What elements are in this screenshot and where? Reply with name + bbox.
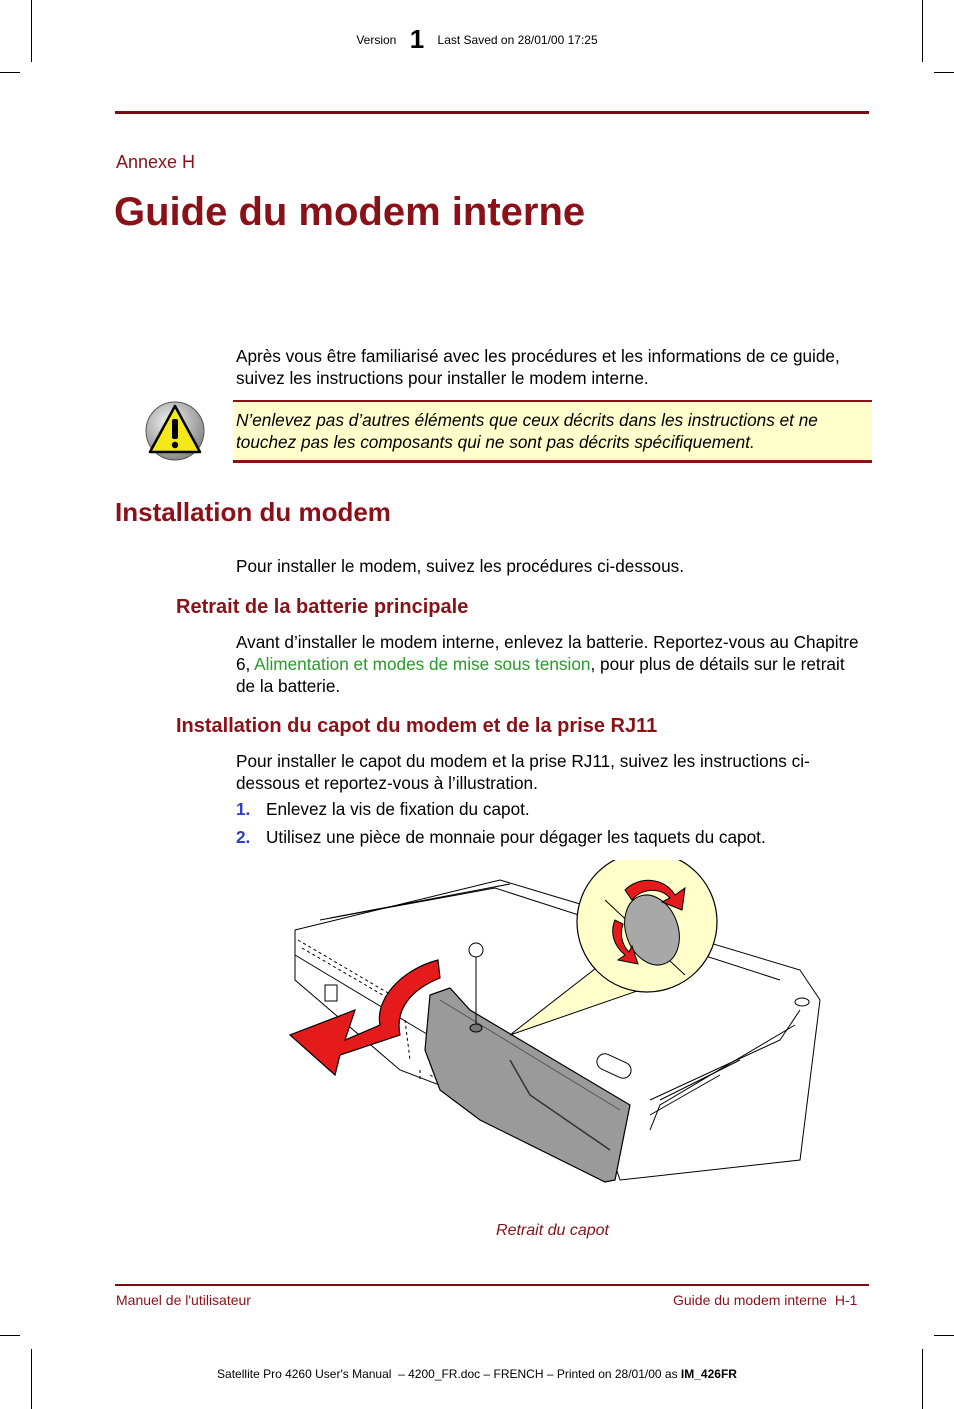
warning-triangle-icon bbox=[144, 400, 206, 462]
intro-paragraph: Après vous être familiarisé avec les procédures et les informations de ce guide, suivez les instructions pour installer le modem interne. bbox=[236, 346, 840, 388]
battery-text-after: , pour plus de détails sur le retrait de la batterie. bbox=[236, 654, 845, 696]
step-text: Enlevez la vis de fixation du capot. bbox=[266, 799, 530, 819]
top-rule bbox=[115, 111, 869, 114]
battery-paragraph bbox=[236, 631, 866, 697]
version-header bbox=[0, 24, 954, 55]
footer-rule bbox=[115, 1284, 869, 1286]
warning-text: N’enlevez pas d’autres éléments que ceux décrits dans les instructions et ne touchez pas les composants qui ne sont pas décrits spécifiquement. bbox=[236, 410, 818, 452]
version-label: Version bbox=[356, 33, 397, 47]
print-line bbox=[0, 1367, 954, 1381]
battery-heading: Retrait de la batterie principale bbox=[176, 596, 469, 618]
battery-text-before: Avant d’installer le modem interne, enlevez la batterie. Reportez-vous au Chapitre 6, bbox=[236, 632, 859, 674]
figure-caption: Retrait du capot bbox=[496, 1222, 609, 1239]
print-text: Satellite Pro 4260 User's Manual – 4200_FR.doc – FRENCH – Printed on 28/01/00 as bbox=[217, 1367, 681, 1381]
crop-mark bbox=[934, 72, 954, 73]
warning-note bbox=[233, 400, 872, 463]
step-item bbox=[236, 799, 530, 820]
crop-mark bbox=[0, 72, 20, 73]
version-number: 1 bbox=[409, 24, 425, 54]
annex-label: Annexe H bbox=[116, 152, 196, 172]
cover-removal-illustration bbox=[280, 860, 840, 1220]
crop-mark bbox=[934, 1335, 954, 1336]
last-saved: Last Saved on 28/01/00 17:25 bbox=[437, 33, 598, 47]
chapter-link[interactable]: Alimentation et modes de mise sous tension bbox=[254, 654, 591, 674]
step-text: Utilisez une pièce de monnaie pour dégager les taquets du capot. bbox=[266, 827, 766, 847]
section-heading: Installation du modem bbox=[115, 497, 391, 527]
footer-left: Manuel de l'utilisateur bbox=[116, 1292, 251, 1308]
crop-mark bbox=[0, 1335, 20, 1336]
cover-heading: Installation du capot du modem et de la prise RJ11 bbox=[176, 715, 658, 737]
cover-intro: Pour installer le capot du modem et la prise RJ11, suivez les instructions ci-dessous et reportez-vous à l’illustration. bbox=[236, 751, 810, 793]
print-code: IM_426FR bbox=[680, 1367, 737, 1381]
step-number: 2. bbox=[236, 827, 251, 847]
section-intro: Pour installer le modem, suivez les procédures ci-dessous. bbox=[236, 556, 685, 576]
footer-right: Guide du modem interne H-1 bbox=[673, 1292, 858, 1308]
page-title: Guide du modem interne bbox=[114, 190, 586, 234]
step-number: 1. bbox=[236, 799, 251, 819]
step-item bbox=[236, 827, 766, 848]
